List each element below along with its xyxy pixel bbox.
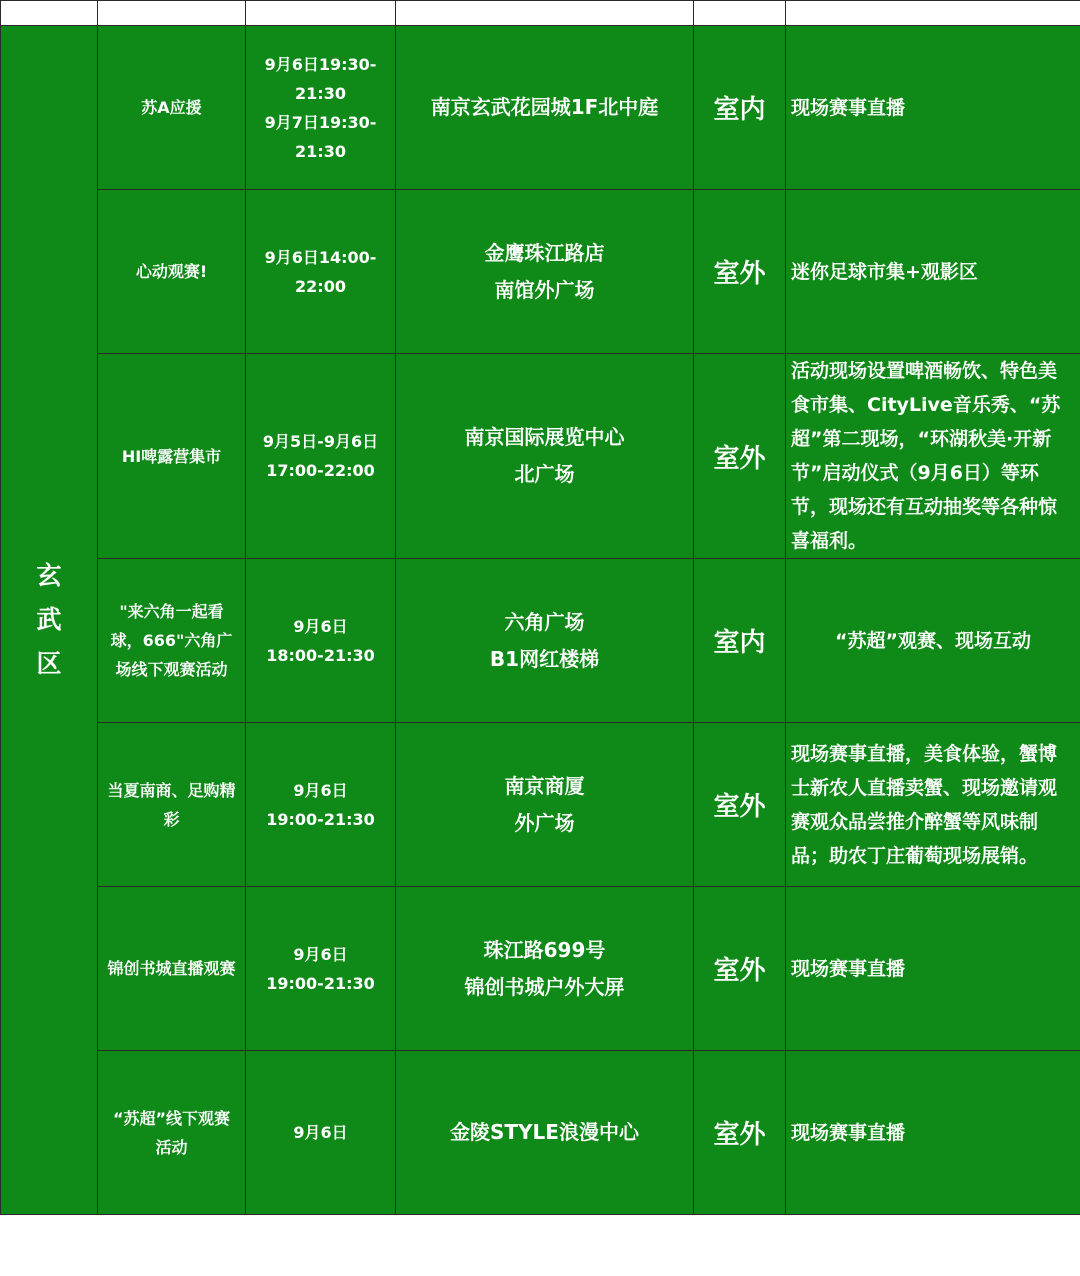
event-location-cell [396,723,694,887]
header-cell [246,1,396,26]
event-location-line: 南京玄武花园城1F北中庭 [430,95,659,119]
event-time-line: 9月5日-9月6日 [262,432,379,451]
event-time-line: 21:30 [295,141,346,161]
event-time-line: 9月6日 [293,1123,348,1142]
event-time-line: 21:30 [295,83,346,103]
event-time-line: 9月6日 [293,780,348,800]
event-type-cell: 室外 [694,723,786,887]
event-name-cell [98,190,246,354]
event-name-line: 场线下观赛活动 [115,660,228,679]
event-name-line: 心动观赛! [135,262,208,281]
event-location-line: 六角广场 [504,609,585,634]
event-time-line: 9月7日19:30- [264,112,377,132]
event-description-cell: 活动现场设置啤酒畅饮、特色美食市集、CityLive音乐秀、“苏超”第二现场，“环湖秋美·开新节”启动仪式（9月6日）等环节，现场还有互动抽奖等各种惊喜福利。 [786,354,1080,559]
event-time-cell [246,1051,396,1215]
event-time-line: 9月6日 [293,944,348,964]
event-location-line: 金鹰珠江路店 [484,240,605,265]
event-name-cell [98,1051,246,1215]
district-char: 玄 [36,561,62,590]
header-cell [786,1,1080,26]
header-cell [694,1,786,26]
event-name-cell [98,887,246,1051]
event-name-cell [98,26,246,190]
event-type-cell: 室内 [694,26,786,190]
table-row [1,887,1080,1051]
event-time-cell [246,887,396,1051]
event-time-line: 9月6日19:30- [264,54,377,74]
event-time-line: 9月6日 [293,616,348,636]
event-type-cell: 室内 [694,559,786,723]
event-description-cell: 现场赛事直播，美食体验，蟹博士新农人直播卖蟹、现场邀请观赛观众品尝推介醉蟹等风味制品；助农丁庄葡萄现场展销。 [786,723,1080,887]
table-row [1,559,1080,723]
event-time-cell [246,190,396,354]
event-name-line: HI啤露营集市 [121,446,222,466]
event-name-line: "来六角一起看 [119,602,224,621]
event-name-line: 彩 [163,809,180,829]
event-name-line: 锦创书城直播观赛 [107,959,236,978]
event-location-cell [396,1051,694,1215]
event-name-line: “苏超”线下观赛 [112,1108,231,1128]
event-name-line: 活动 [155,1137,188,1157]
event-location-line: 南京商厦 [504,773,585,798]
event-time-cell [246,723,396,887]
event-name-line: 苏A应援 [141,98,202,117]
table-row [1,723,1080,887]
event-description-cell: 迷你足球市集+观影区 [786,190,1080,354]
header-cell [98,1,246,26]
header-row [1,1,1080,26]
event-time-cell [246,354,396,559]
event-time-line: 9月6日14:00- [264,247,377,267]
event-location-line: 南京国际展览中心 [464,425,625,449]
table-row [1,1051,1080,1215]
event-location-line: 珠江路699号 [483,937,606,962]
district-char: 武 [36,605,62,634]
table-row [1,190,1080,354]
event-location-line: 外广场 [514,810,575,835]
header-cell [396,1,694,26]
event-time-line: 17:00-22:00 [266,461,375,480]
event-location-cell [396,887,694,1051]
event-name-line: 当夏南商、足购精 [107,780,236,800]
event-location-cell [396,559,694,723]
event-location-cell [396,26,694,190]
event-location-line: 金陵STYLE浪漫中心 [450,1120,639,1144]
table-row [1,26,1080,190]
header-cell [1,1,98,26]
event-location-cell [396,190,694,354]
event-type-cell: 室外 [694,190,786,354]
table-row [1,354,1080,559]
district-cell [1,26,98,1215]
district-char: 区 [36,649,62,678]
event-time-line: 22:00 [295,276,346,296]
event-time-line: 18:00-21:30 [266,645,375,665]
event-time-cell [246,26,396,190]
event-description-cell: 现场赛事直播 [786,887,1080,1051]
event-description-cell: 现场赛事直播 [786,26,1080,190]
event-time-cell [246,559,396,723]
event-name-cell [98,354,246,559]
event-type-cell: 室外 [694,887,786,1051]
event-type-cell: 室外 [694,1051,786,1215]
event-location-line: B1网红楼梯 [489,646,600,671]
event-location-line: 锦创书城户外大屏 [464,974,625,999]
event-location-line: 北广场 [514,462,575,486]
event-description-cell: 现场赛事直播 [786,1051,1080,1215]
event-name-line: 球，666"六角广 [110,631,233,650]
event-location-line: 南馆外广场 [494,277,595,302]
event-name-cell [98,559,246,723]
event-name-cell [98,723,246,887]
event-type-cell: 室外 [694,354,786,559]
event-description-cell: “苏超”观赛、现场互动 [786,559,1080,723]
event-time-line: 19:00-21:30 [266,809,375,829]
event-time-line: 19:00-21:30 [266,973,375,993]
event-location-cell [396,354,694,559]
